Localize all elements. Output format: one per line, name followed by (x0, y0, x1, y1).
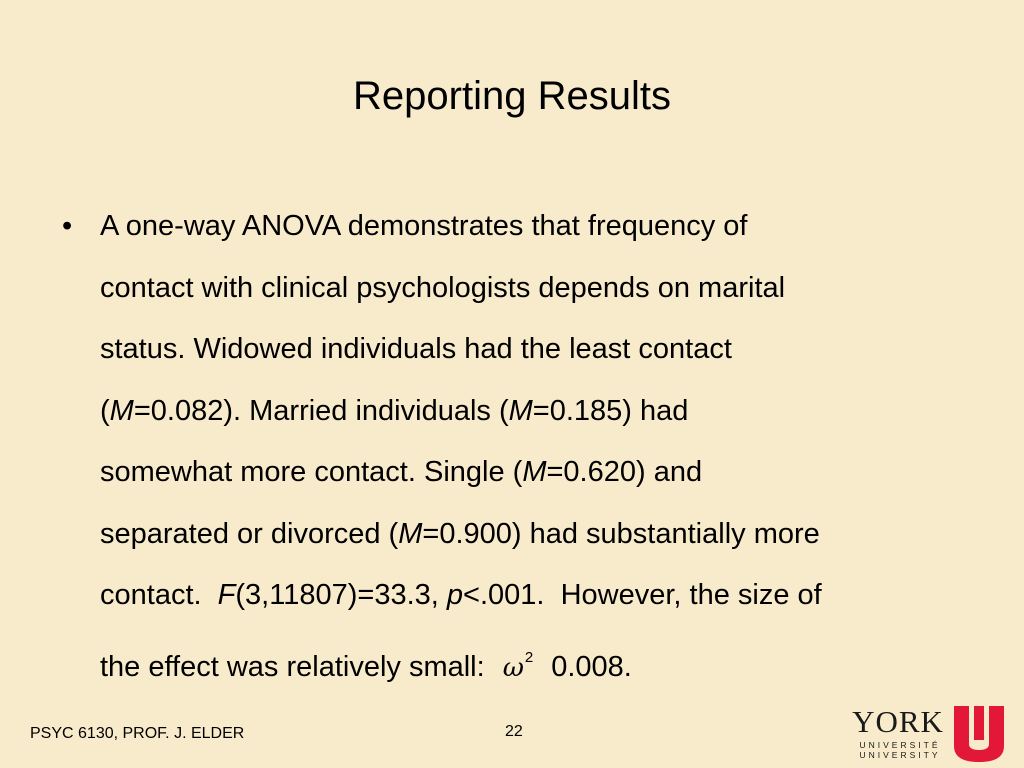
logo-subtitle-french: UNIVERSITÉ (859, 740, 941, 750)
f-statistic-symbol: F (217, 579, 236, 611)
line-text: <.001. However, the size of (463, 579, 822, 611)
footer-course: PSYC 6130, PROF. J. ELDER (30, 725, 245, 742)
line-text: (3,11807)=33.3, (235, 579, 447, 611)
logo-subtitle-english: UNIVERSITY (859, 750, 941, 760)
bullet-text (100, 196, 962, 699)
line-text: somewhat more contact. Single ( (100, 456, 523, 488)
slide-body (62, 196, 962, 699)
line-text: =0.185) had (532, 394, 689, 427)
york-university-logo (846, 706, 1006, 762)
line-text: A one-way ANOVA demonstrates that frequency of (100, 210, 748, 242)
line-text: =0.900) had substantially more (422, 517, 820, 550)
text-line-6 (100, 504, 962, 566)
mean-symbol: M (109, 394, 134, 427)
p-value-symbol: p (446, 579, 464, 611)
text-line-4 (100, 381, 962, 443)
mean-symbol: M (398, 517, 423, 550)
line-text: =0.620) and (546, 456, 703, 488)
york-u-mark-icon (954, 706, 1004, 762)
text-line-2 (100, 258, 962, 320)
mean-symbol: M (508, 394, 533, 427)
line-text: contact with clinical psychologists depends on marital (100, 271, 786, 304)
bullet-item (62, 196, 962, 699)
text-line-3 (100, 319, 962, 381)
line-text: the effect was relatively small: (100, 650, 485, 683)
logo-wordmark: YORK (852, 704, 944, 739)
slide-title: Reporting Results (353, 74, 671, 118)
text-line-5 (100, 442, 962, 504)
text-line-8 (100, 627, 962, 700)
line-text: separated or divorced ( (100, 517, 399, 550)
line-text: status. Widowed individuals had the least contact (100, 333, 732, 365)
text-line-7 (100, 565, 962, 627)
text-line-1 (100, 196, 962, 258)
bullet-marker: • (62, 210, 73, 242)
omega-exponent: 2 (524, 648, 534, 666)
line-text: contact. (100, 579, 218, 611)
line-text: =0.082). Married individuals ( (133, 394, 509, 427)
page-number: 22 (505, 723, 523, 740)
mean-symbol: M (522, 456, 547, 488)
effect-size-value: 0.008. (551, 650, 632, 683)
omega-symbol: ω (502, 652, 524, 683)
line-text: ( (100, 394, 110, 427)
